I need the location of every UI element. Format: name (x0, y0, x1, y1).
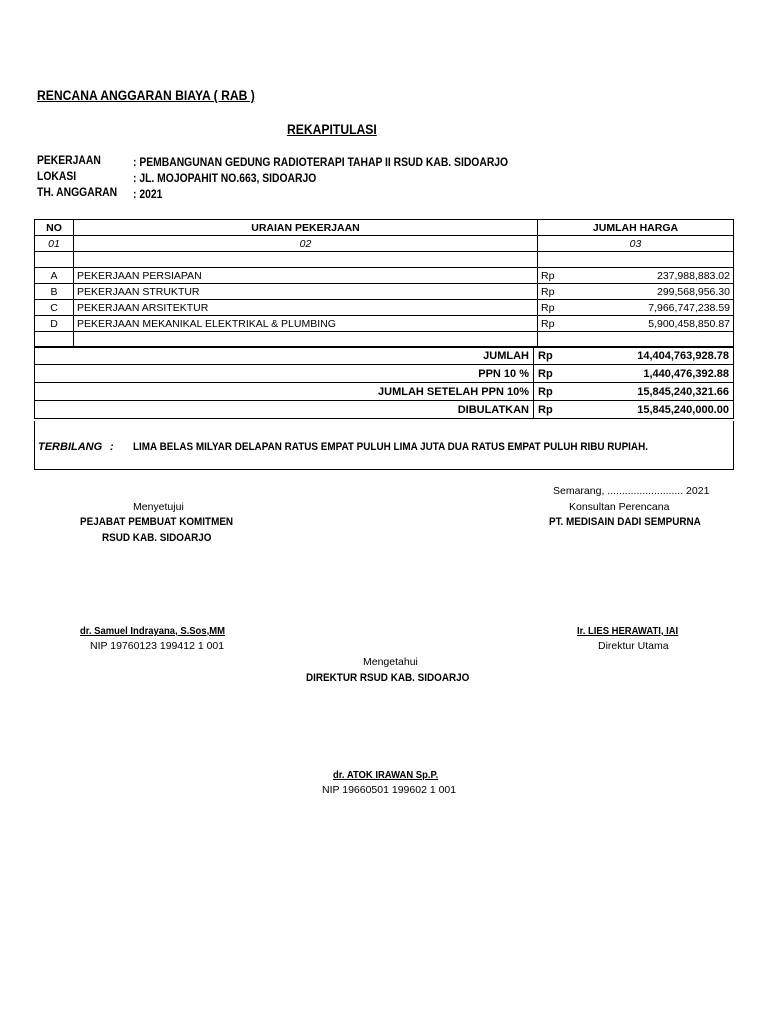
info-label-lokasi: LOKASI (37, 171, 77, 183)
row-uraian: PEKERJAAN MEKANIKAL ELEKTRIKAL & PLUMBING (74, 316, 538, 332)
table-row (35, 316, 734, 332)
summary-label-ppn: PPN 10 % (35, 365, 534, 383)
row-no: B (35, 284, 74, 300)
summary-row (35, 401, 734, 419)
summary-row (35, 383, 734, 401)
row-currency: Rp (538, 268, 575, 284)
summary-value-ppn: 1,440,476,392.88 (572, 365, 734, 383)
center-signatory-nip: NIP 19660501 199602 1 001 (322, 784, 457, 796)
row-value: 5,900,458,850.87 (574, 316, 734, 332)
table-subheader-row (35, 236, 734, 252)
summary-label-dibulatkan: DIBULATKAN (35, 401, 534, 419)
summary-label-after-ppn: JUMLAH SETELAH PPN 10% (35, 383, 534, 401)
terbilang-colon: : (110, 441, 114, 453)
table-row (35, 268, 734, 284)
table-row (35, 300, 734, 316)
summary-currency: Rp (534, 401, 573, 419)
summary-value-jumlah: 14,404,763,928.78 (572, 347, 734, 365)
header-no: NO (35, 220, 74, 236)
row-currency: Rp (538, 300, 575, 316)
left-signatory-nip: NIP 19760123 199412 1 001 (90, 640, 225, 652)
summary-row (35, 365, 734, 383)
terbilang-text: LIMA BELAS MILYAR DELAPAN RATUS EMPAT PULUH LIMA JUTA DUA RATUS EMPAT PULUH RIBU RUPIAH. (133, 441, 648, 453)
table-header-row (35, 220, 734, 236)
left-org1: PEJABAT PEMBUAT KOMITMEN (80, 516, 234, 528)
summary-value-dibulatkan: 15,845,240,000.00 (572, 401, 734, 419)
row-no: C (35, 300, 74, 316)
subheader-uraian: 02 (74, 236, 538, 252)
center-org1: DIREKTUR RSUD KAB. SIDOARJO (306, 672, 470, 684)
info-label-pekerjaan: PEKERJAAN (37, 155, 101, 167)
row-no: D (35, 316, 74, 332)
summary-table (34, 346, 734, 419)
table-spacer-row (35, 252, 734, 268)
table-row (35, 284, 734, 300)
subheader-no: 01 (35, 236, 74, 252)
rab-table (34, 219, 734, 348)
left-signatory-name: dr. Samuel Indrayana, S.Sos,MM (80, 625, 225, 637)
row-value: 299,568,956.30 (574, 284, 734, 300)
summary-row (35, 347, 734, 365)
row-currency: Rp (538, 284, 575, 300)
left-caption: Menyetujui (133, 501, 184, 513)
center-signatory-name: dr. ATOK IRAWAN Sp.P. (333, 769, 439, 781)
header-uraian: URAIAN PEKERJAAN (74, 220, 538, 236)
summary-label-jumlah: JUMLAH (35, 347, 534, 365)
right-org1: PT. MEDISAIN DADI SEMPURNA (549, 516, 701, 528)
document-title: RENCANA ANGGARAN BIAYA ( RAB ) (37, 88, 255, 103)
info-value-pekerjaan: : PEMBANGUNAN GEDUNG RADIOTERAPI TAHAP II RSUD KAB. SIDOARJO (133, 157, 509, 169)
summary-currency: Rp (534, 383, 573, 401)
row-no: A (35, 268, 74, 284)
row-currency: Rp (538, 316, 575, 332)
right-caption: Konsultan Perencana (569, 501, 670, 513)
right-signatory-name: Ir. LIES HERAWATI, IAI (577, 625, 679, 637)
summary-currency: Rp (534, 347, 573, 365)
info-label-tahun: TH. ANGGARAN (37, 187, 118, 199)
row-value: 7,966,747,238.59 (574, 300, 734, 316)
terbilang-label: TERBILANG (38, 441, 103, 453)
row-uraian: PEKERJAAN PERSIAPAN (74, 268, 538, 284)
info-value-lokasi: : JL. MOJOPAHIT NO.663, SIDOARJO (133, 173, 317, 185)
summary-currency: Rp (534, 365, 573, 383)
row-uraian: PEKERJAAN STRUKTUR (74, 284, 538, 300)
header-jumlah: JUMLAH HARGA (538, 220, 734, 236)
place-date: Semarang, .......................... 2021 (553, 485, 710, 497)
center-caption: Mengetahui (363, 656, 418, 668)
document-subtitle: REKAPITULASI (287, 122, 377, 137)
info-value-tahun: : 2021 (133, 189, 163, 201)
row-uraian: PEKERJAAN ARSITEKTUR (74, 300, 538, 316)
subheader-jumlah: 03 (538, 236, 734, 252)
right-signatory-position: Direktur Utama (598, 640, 669, 652)
summary-value-after-ppn: 15,845,240,321.66 (572, 383, 734, 401)
row-value: 237,988,883.02 (574, 268, 734, 284)
left-org2: RSUD KAB. SIDOARJO (102, 532, 212, 544)
